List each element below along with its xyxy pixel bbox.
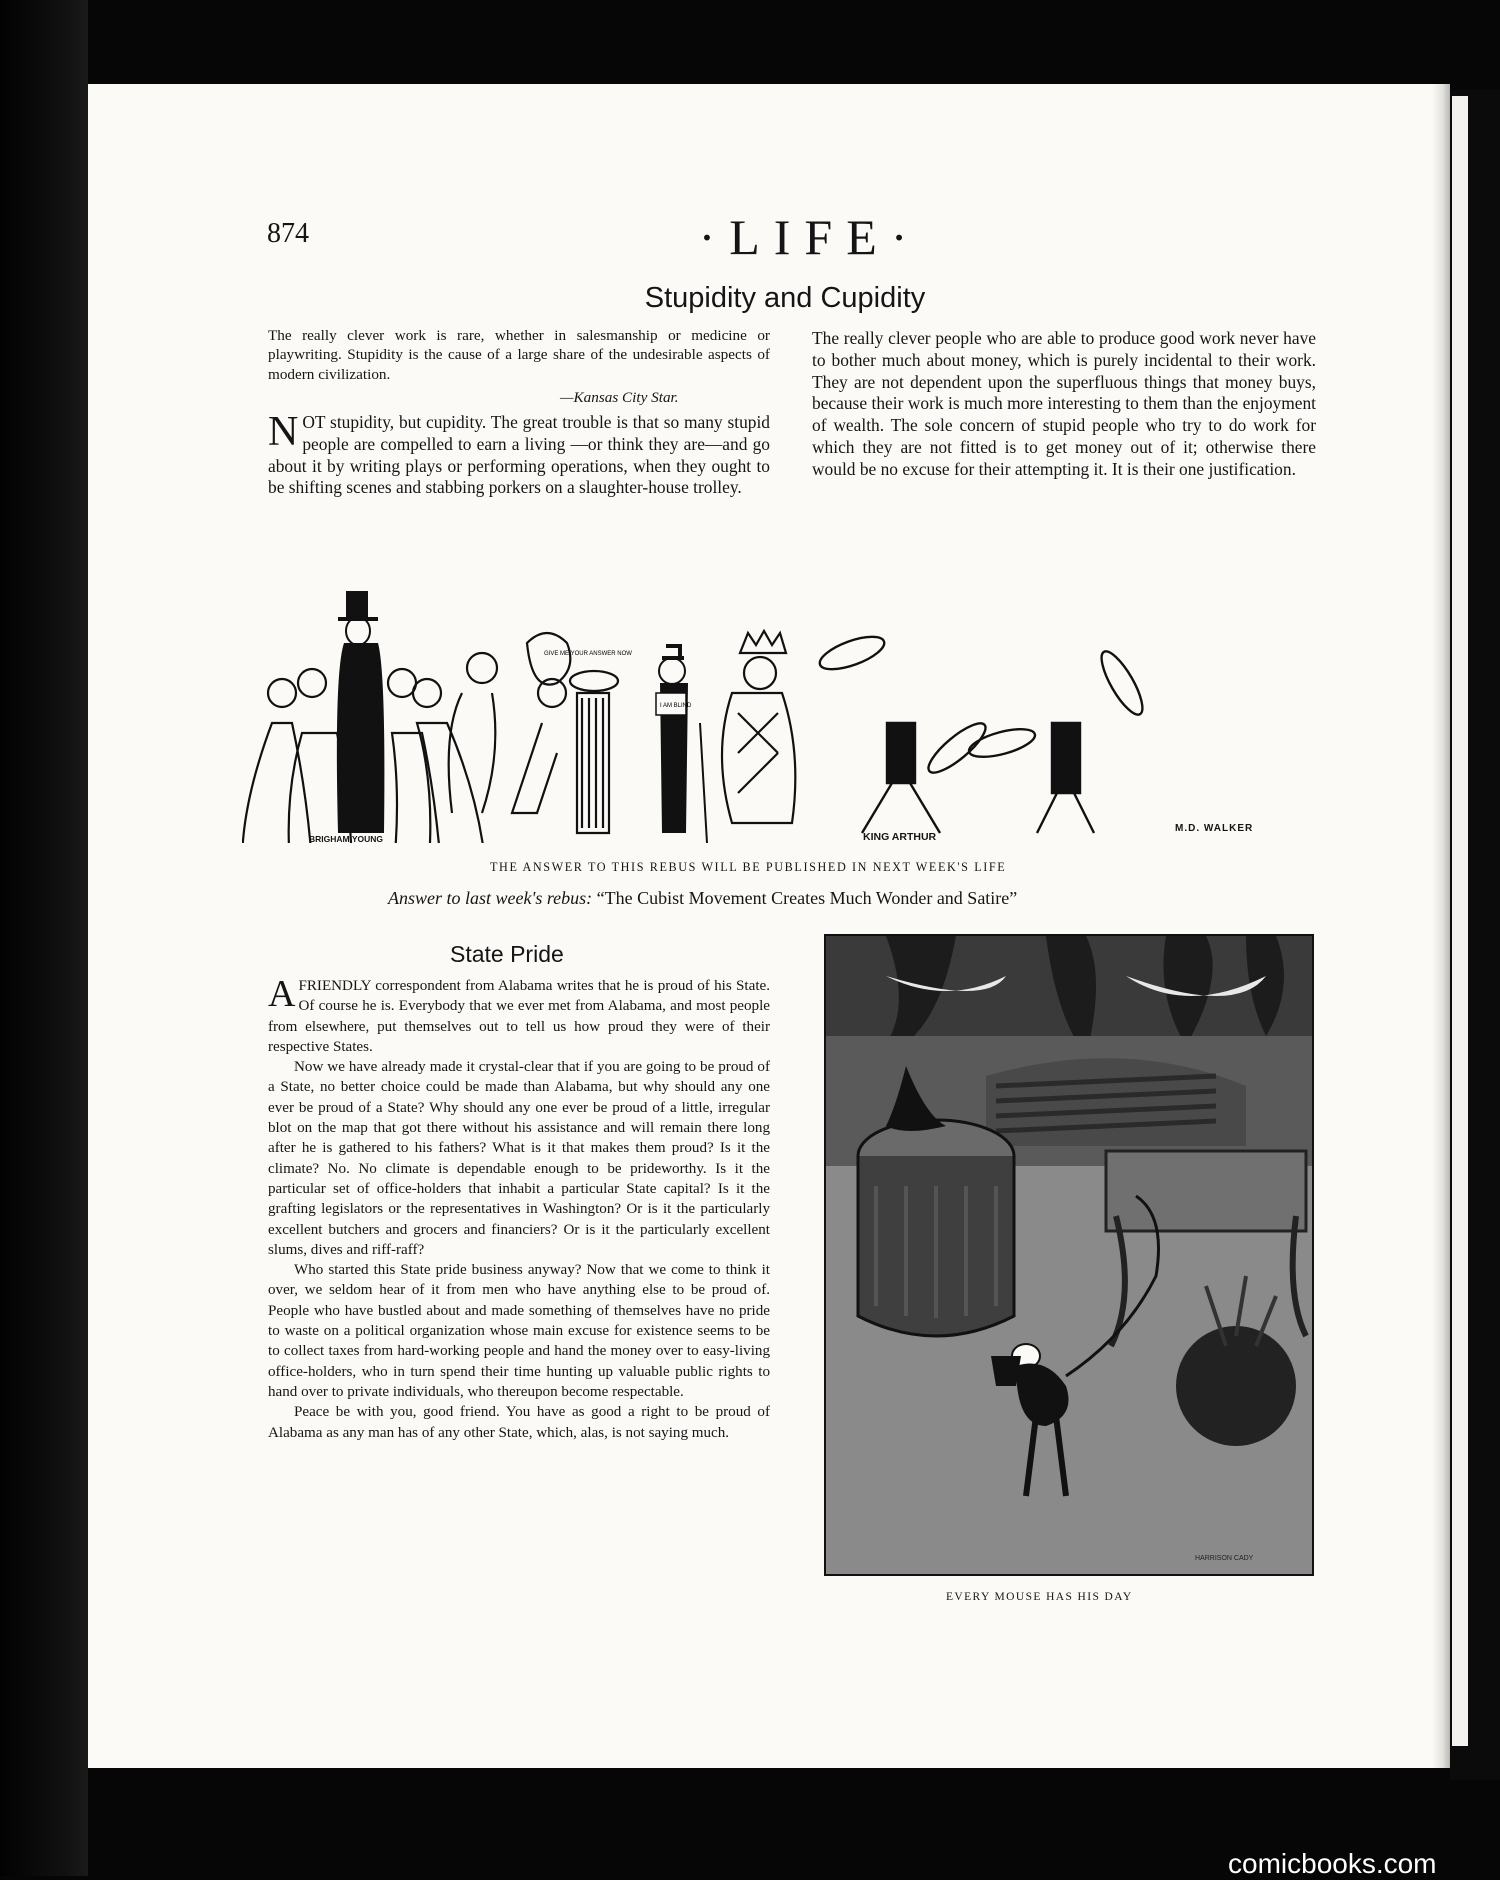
mouse-cartoon-illustration xyxy=(824,934,1314,1576)
scan-dark-border xyxy=(0,0,88,1876)
epigraph-quote: The really clever work is rare, whether in salesmanship or medicine or playwriting. Stupidity is the cause of a large share of the undesirable aspects of modern civilization. xyxy=(268,327,770,383)
page-number: 874 xyxy=(267,218,309,249)
rebus-label: KING ARTHUR xyxy=(863,831,937,843)
cartoon-caption: EVERY MOUSE HAS HIS DAY xyxy=(946,1591,1133,1603)
rebus-brigham-young xyxy=(337,591,385,833)
rebus-proposal-figures xyxy=(449,633,571,813)
artist-signature: M.D. WALKER xyxy=(1175,823,1254,834)
rebus-caption: THE ANSWER TO THIS REBUS WILL BE PUBLISHED IN NEXT WEEK'S LIFE xyxy=(490,860,1007,874)
rebus-illustration xyxy=(242,543,1312,843)
rebus-king-arthur xyxy=(722,631,795,823)
next-page-edge xyxy=(1452,96,1468,1746)
sign-blind-text: I AM BLIND xyxy=(660,703,692,709)
answer-text: “The Cubist Movement Creates Much Wonder and Satire” xyxy=(596,888,1018,908)
drop-cap: A xyxy=(268,973,296,1015)
article-left-column xyxy=(268,409,770,499)
rebus-knights-with-clubs xyxy=(816,630,1150,833)
article-paragraph: AFRIENDLY correspondent from Alabama writes that he is proud of his State. Of course he is. Everybody that we ever met from Alabama, and most people from elsewhere, put themselves out to tell us how proud they were of their respective States. xyxy=(268,973,770,1055)
site-watermark: comicbooks.com xyxy=(1228,1848,1437,1879)
state-pride-article xyxy=(268,973,770,1443)
left-column-text: OT stupidity, but cupidity. The great trouble is that so many stupid people are compelled to earn a living —or think they are—and go about it by writing plays or performing operations, when they ought to be shifting scenes and stabbing porkers on a slaughter-house trolley. xyxy=(268,412,770,498)
article-headline: State Pride xyxy=(450,941,564,967)
drop-cap: N xyxy=(268,409,299,455)
rebus-answer-line xyxy=(388,888,1017,909)
article-paragraph: Who started this State pride business anyway? Now that we come to think it over, we seldom hear of it from men who have anything else to be proud of. People who have bustled about and made something of themselves have no pride to waste on a political organization whose main excuse for existence seems to be to collect taxes from hard-working people and hand the money over to easy-living office-holders, who in turn spend their time hunting up valuable public rights to hand over to private individuals, who thereupon become respectable. xyxy=(268,1262,770,1400)
rebus-blind-beggar xyxy=(656,646,707,843)
rebus-striped-man xyxy=(570,671,618,833)
article-paragraph: Now we have already made it crystal-clear that if you are going to be proud of a State, no better choice could be made than Alabama, but why should any one ever be proud of a State? Why should any one ever be proud of a little, irregular blot on the map that got there without his assistance and will remain there long after he is gathered to his fathers? What is it that makes them proud? Is it the climate? No. No climate is dependable enough to be prideworthy. Is it the particular set of office-holders that inhabit a particular State capital? Is it the grafting legislators or the representatives in Washington? Or is it the particularly excellent butchers and grocers and financiers? Or is it the particularly excellent slums, dives and riff-raff? xyxy=(268,1059,770,1258)
artist-signature: HARRISON CADY xyxy=(1195,1555,1254,1562)
article-paragraph: Peace be with you, good friend. You have as good a right to be proud of Alabama as any man has of any other State, which, alas, is not saying much. xyxy=(268,1404,770,1441)
epigraph-source: —Kansas City Star. xyxy=(560,389,679,406)
article-right-column: The really clever people who are able to produce good work never have to bother much about money, which is purely incidental to their work. They are not dependent upon the superfluous things that money buys, because their work is much more interesting to them than the enjoyment of wealth. The sole concern of stupid people who try to do work for which they are not fitted is to get money out of it; otherwise there would be no excuse for their attempting it. It is their one justification. xyxy=(812,328,1316,479)
magazine-title: ·LIFE· xyxy=(698,209,922,265)
article-headline: Stupidity and Cupidity xyxy=(644,282,926,314)
sign-answer-text: GIVE ME YOUR ANSWER NOW xyxy=(544,651,632,657)
answer-label: Answer to last week's rebus: xyxy=(388,888,593,908)
page-gutter-shadow xyxy=(1432,84,1450,1768)
rebus-label: BRIGHAM YOUNG xyxy=(309,834,383,844)
